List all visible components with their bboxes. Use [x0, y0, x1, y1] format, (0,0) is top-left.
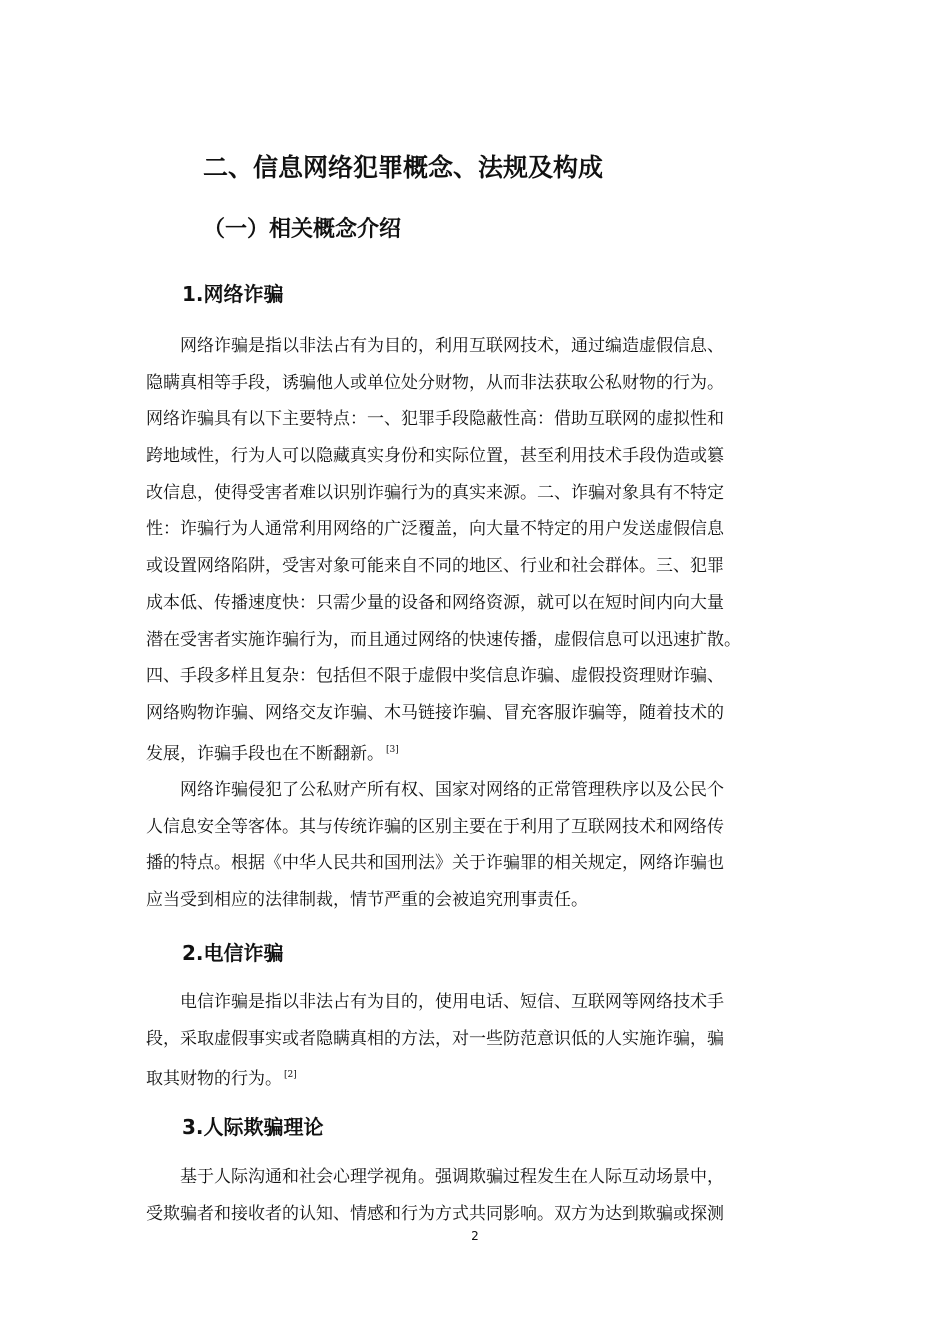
- text-line: 网络诈骗具有以下主要特点：一、犯罪手段隐蔽性高：借助互联网的虚拟性和: [146, 409, 724, 430]
- section-heading: （一）相关概念介绍: [203, 217, 402, 242]
- paragraph-online-fraud-definition: [146, 328, 820, 768]
- subsection-title-interpersonal-deception: 3.人际欺骗理论: [182, 1115, 324, 1139]
- text-line: 跨地域性，行为人可以隐藏真实身份和实际位置，甚至利用技术手段伪造或篡: [146, 446, 724, 467]
- text-line: 基于人际沟通和社会心理学视角。强调欺骗过程发生在人际互动场景中，: [180, 1167, 724, 1187]
- text-line-content: 取其财物的行为。: [146, 1069, 282, 1090]
- text-line: 电信诈骗是指以非法占有为目的，使用电话、短信、互联网等网络技术手: [180, 992, 724, 1012]
- text-line: 受欺骗者和接收者的认知、情感和行为方式共同影响。双方为达到欺骗或探测: [146, 1203, 724, 1224]
- subsection-title-online-fraud: 1.网络诈骗: [182, 282, 284, 306]
- text-line: 网络诈骗是指以非法占有为目的，利用互联网技术，通过编造虚假信息、: [180, 336, 724, 356]
- text-line: 隐瞒真相等手段，诱骗他人或单位处分财物，从而非法获取公私财物的行为。: [146, 372, 724, 393]
- citation-ref: [3]: [386, 744, 399, 755]
- text-line: 成本低、传播速度快：只需少量的设备和网络资源，就可以在短时间内向大量: [146, 592, 724, 613]
- text-line: [146, 732, 820, 769]
- paragraph-telecom-fraud: [146, 984, 820, 1094]
- citation-ref: [2]: [284, 1070, 297, 1081]
- text-line: 应当受到相应的法律制裁，情节严重的会被追究刑事责任。: [146, 890, 588, 911]
- text-line: 人信息安全等客体。其与传统诈骗的区别主要在于利用了互联网技术和网络传: [146, 816, 724, 837]
- text-line: 改信息，使得受害者难以识别诈骗行为的真实来源。二、诈骗对象具有不特定: [146, 482, 724, 503]
- paragraph-interpersonal-deception: [146, 1159, 820, 1232]
- text-line: 网络诈骗侵犯了公私财产所有权、国家对网络的正常管理秩序以及公民个: [180, 780, 724, 800]
- text-line: 或设置网络陷阱，受害对象可能来自不同的地区、行业和社会群体。三、犯罪: [146, 556, 724, 577]
- paragraph-online-fraud-legal: [146, 772, 820, 919]
- chapter-heading: 二、信息网络犯罪概念、法规及构成: [203, 153, 604, 182]
- text-line-content: 发展，诈骗手段也在不断翻新。: [146, 743, 384, 764]
- subsection-title-telecom-fraud: 2.电信诈骗: [182, 941, 284, 965]
- page-number: 2: [471, 1229, 479, 1243]
- text-line: 四、手段多样且复杂：包括但不限于虚假中奖信息诈骗、虚假投资理财诈骗、: [146, 666, 724, 687]
- text-line: 播的特点。根据《中华人民共和国刑法》关于诈骗罪的相关规定，网络诈骗也: [146, 853, 724, 874]
- text-line: [146, 1057, 820, 1094]
- text-line: 潜在受害者实施诈骗行为，而且通过网络的快速传播，虚假信息可以迅速扩散。: [146, 629, 741, 650]
- text-line: 段，采取虚假事实或者隐瞒真相的方法，对一些防范意识低的人实施诈骗，骗: [146, 1028, 724, 1049]
- text-line: 网络购物诈骗、网络交友诈骗、木马链接诈骗、冒充客服诈骗等，随着技术的: [146, 702, 724, 723]
- text-line: 性：诈骗行为人通常利用网络的广泛覆盖，向大量不特定的用户发送虚假信息: [146, 519, 724, 540]
